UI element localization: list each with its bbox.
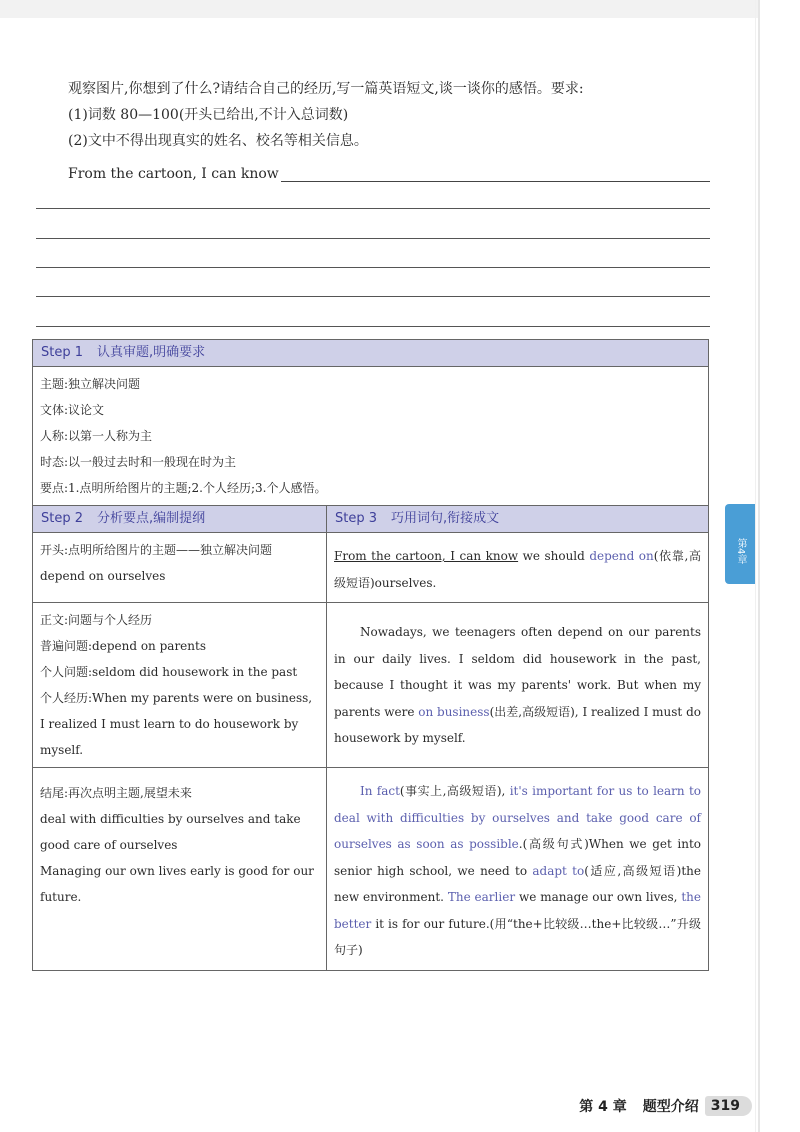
text-run: .(高级句式)When we get into senior high school, we need to bbox=[334, 837, 701, 878]
step3-body bbox=[327, 603, 709, 768]
writing-first-line bbox=[68, 160, 718, 182]
outline-line: 正文:问题与个人经历 bbox=[40, 613, 153, 627]
answer-line[interactable] bbox=[36, 238, 710, 239]
highlight-phrase: the better bbox=[334, 890, 701, 931]
text-run: (出差,高级短语), I realized I must do housework by myself. bbox=[334, 704, 701, 745]
step3-ending bbox=[327, 768, 709, 971]
outline-line: depend on ourselves bbox=[40, 569, 166, 583]
step1-content bbox=[33, 367, 709, 506]
steps-table bbox=[32, 339, 709, 971]
page-right-edge-shadow bbox=[755, 0, 756, 1132]
page-right-edge bbox=[758, 0, 760, 1132]
outline-line: Managing our own lives early is good for our future. bbox=[40, 864, 314, 904]
step1-header bbox=[33, 340, 709, 367]
step2-title: 分析要点,编制提纲 bbox=[97, 511, 206, 526]
outline-line: 结尾:再次点明主题,展望未来 bbox=[40, 786, 192, 800]
outline-line: 开头:点明所给图片的主题——独立解决问题 bbox=[40, 543, 273, 557]
outline-line: 个人问题:seldom did housework in the past bbox=[40, 665, 298, 679]
step1-line: 要点:1.点明所给图片的主题;2.个人经历;3.个人感悟。 bbox=[40, 481, 327, 495]
text-run: it is for our future.(用“the+比较级…the+比较级…”升级句子) bbox=[334, 916, 701, 957]
highlight-phrase: adapt to bbox=[532, 863, 585, 878]
outline-line: 个人经历:When my parents were on business, I realized I must learn to do housework by myself. bbox=[40, 691, 313, 757]
answer-line[interactable] bbox=[36, 208, 710, 209]
outline-line: deal with difficulties by ourselves and take good care of ourselves bbox=[40, 812, 301, 852]
page-top-edge bbox=[0, 0, 760, 18]
step2-number: Step 2 bbox=[41, 511, 84, 526]
step3-header bbox=[327, 506, 709, 533]
highlight-phrase: on business bbox=[418, 704, 490, 719]
page-footer bbox=[579, 1096, 752, 1116]
text-run: (适应,高级短语)the new environment. bbox=[334, 863, 701, 904]
answer-line[interactable] bbox=[36, 296, 710, 297]
writing-prompt bbox=[68, 76, 718, 154]
step2-body bbox=[33, 603, 327, 768]
writing-area bbox=[68, 160, 718, 182]
step1-title: 认真审题,明确要求 bbox=[97, 345, 206, 360]
step2-ending bbox=[33, 768, 327, 971]
step3-title: 巧用词句,衔接成文 bbox=[391, 511, 500, 526]
text-run: Nowadays, we teenagers often depend on our parents in our daily lives. I seldom did housework in the past, because I thought it was my parents' work. But when my parents were bbox=[334, 625, 701, 719]
opening-underlined: From the cartoon, I can know bbox=[334, 549, 519, 563]
chapter-side-tab[interactable]: 第4章 bbox=[725, 504, 755, 584]
highlight-phrase: The earlier bbox=[447, 890, 516, 904]
step1-line: 文体:议论文 bbox=[40, 403, 105, 417]
highlight-sentence: it's important for us to learn to deal with difficulties by ourselves and take good care of ourselves as soon as possible bbox=[334, 784, 701, 851]
text-run: (依靠,高级短语)ourselves. bbox=[334, 549, 702, 590]
highlight-phrase: In fact bbox=[360, 784, 400, 798]
step2-header bbox=[33, 506, 327, 533]
step3-number: Step 3 bbox=[335, 511, 378, 526]
highlight-phrase: depend on bbox=[589, 549, 654, 563]
outline-line: 普遍问题:depend on parents bbox=[40, 639, 206, 653]
footer-chapter: 第 4 章 bbox=[579, 1099, 627, 1115]
step1-number: Step 1 bbox=[41, 345, 84, 360]
prompt-line-3: (2)文中不得出现真实的姓名、校名等相关信息。 bbox=[68, 133, 368, 149]
answer-line[interactable] bbox=[36, 326, 710, 327]
step3-opening bbox=[327, 533, 709, 603]
text-run: we manage our own lives, bbox=[515, 890, 682, 904]
answer-blank[interactable] bbox=[281, 163, 710, 182]
page-number: 319 bbox=[705, 1096, 752, 1116]
step1-line: 主题:独立解决问题 bbox=[40, 377, 141, 391]
step1-line: 时态:以一般过去时和一般现在时为主 bbox=[40, 455, 237, 469]
prompt-line-2: (1)词数 80—100(开头已给出,不计入总词数) bbox=[68, 107, 349, 123]
text-run: we should bbox=[518, 549, 590, 563]
answer-line[interactable] bbox=[36, 267, 710, 268]
opening-text: From the cartoon, I can know bbox=[68, 166, 279, 182]
text-run: (事实上,高级短语), bbox=[399, 784, 510, 798]
footer-section: 题型介绍 bbox=[642, 1099, 699, 1115]
prompt-line-1: 观察图片,你想到了什么?请结合自己的经历,写一篇英语短文,谈一谈你的感悟。要求: bbox=[68, 81, 584, 97]
step2-opening bbox=[33, 533, 327, 603]
step1-line: 人称:以第一人称为主 bbox=[40, 429, 153, 443]
